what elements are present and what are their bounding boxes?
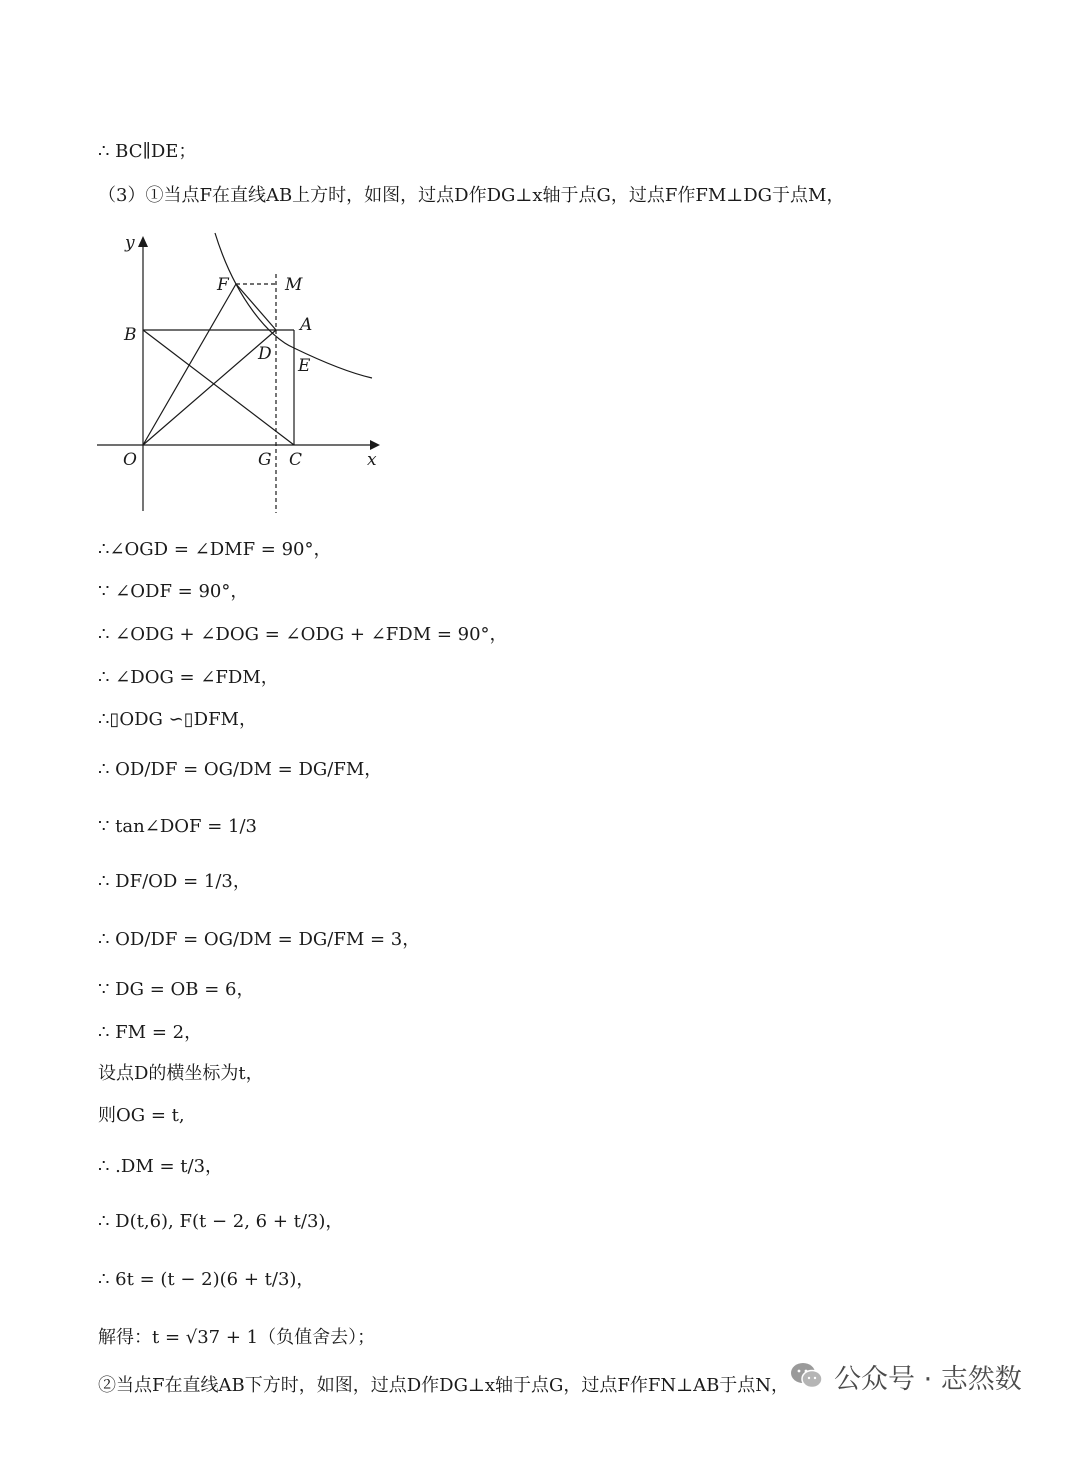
proof-line-2 xyxy=(98,184,844,208)
text: ∴▯ODG ∽▯DFM， xyxy=(98,709,257,730)
proof-line-3 xyxy=(98,538,332,562)
label-B: B xyxy=(124,325,137,345)
label-D: D xyxy=(258,344,272,364)
proof-line-20 xyxy=(98,1374,789,1398)
proof-line-5 xyxy=(98,623,508,647)
proof-line-4 xyxy=(98,580,248,604)
text: 解得：t = √37 + 1（负值舍去）； xyxy=(98,1327,376,1348)
text: （3）①当点F在直线AB上方时，如图，过点D作DG⊥x轴于点G，过点F作FM⊥DG于点M， xyxy=(98,185,845,206)
proof-line-16 xyxy=(98,1155,223,1179)
proof-line-18 xyxy=(98,1268,314,1292)
wechat-logo-icon xyxy=(790,1361,824,1391)
proof-line-17 xyxy=(98,1210,343,1234)
proof-line-15 xyxy=(98,1104,185,1128)
label-M: M xyxy=(285,275,303,295)
y-axis-arrow xyxy=(138,236,148,247)
text: ∴ FM = 2， xyxy=(98,1022,203,1043)
proof-line-10 xyxy=(98,870,251,894)
text: ②当点F在直线AB下方时，如图，过点D作DG⊥x轴于点G，过点F作FN⊥AB于点N， xyxy=(98,1375,790,1396)
proof-line-9 xyxy=(98,815,257,839)
watermark-text: 公众号 · 志然数 xyxy=(834,1363,1022,1395)
text: ∴ ∠DOG = ∠FDM， xyxy=(98,667,279,688)
proof-line-6 xyxy=(98,666,279,690)
text: ∴ 6t = (t − 2)(6 + t/3)， xyxy=(98,1269,315,1290)
segment-FD xyxy=(236,284,276,330)
text: ∴∠OGD = ∠DMF = 90°， xyxy=(98,539,332,560)
text: ∴ BC∥DE； xyxy=(98,141,197,162)
segment-OF xyxy=(143,284,236,445)
label-x: x xyxy=(367,450,377,470)
text: ∴ .DM = t/3， xyxy=(98,1156,224,1177)
label-G: G xyxy=(258,450,272,470)
proof-line-11 xyxy=(98,928,420,952)
label-O: O xyxy=(123,450,137,470)
segment-OD xyxy=(143,330,276,445)
text: ∴ OD/DF = OG/DM = DG/FM， xyxy=(98,759,383,780)
proof-line-1 xyxy=(98,140,196,164)
text: ∴ ∠ODG + ∠DOG = ∠ODG + ∠FDM = 90°， xyxy=(98,624,508,645)
proof-line-7 xyxy=(98,708,257,732)
text: ∵ DG = OB = 6， xyxy=(98,979,255,1000)
text: ∵ tan∠DOF = 1/3 xyxy=(98,816,257,837)
label-C: C xyxy=(289,450,303,470)
text: 则OG = t, xyxy=(98,1105,185,1126)
proof-line-14 xyxy=(98,1062,264,1086)
text: ∴ OD/DF = OG/DM = DG/FM = 3， xyxy=(98,929,421,950)
proof-line-8 xyxy=(98,758,382,782)
text: 设点D的横坐标为t， xyxy=(98,1063,264,1084)
label-A: A xyxy=(300,315,313,335)
text: ∴ D(t,6), F(t − 2, 6 + t/3)， xyxy=(98,1211,344,1232)
geometry-figure xyxy=(95,228,385,513)
x-axis-arrow xyxy=(370,440,380,450)
proof-line-19 xyxy=(98,1326,375,1350)
text: ∵ ∠ODF = 90°， xyxy=(98,581,249,602)
proof-line-13 xyxy=(98,1021,202,1045)
label-y: y xyxy=(125,233,135,253)
text: ∴ DF/OD = 1/3， xyxy=(98,871,251,892)
proof-line-12 xyxy=(98,978,254,1002)
watermark xyxy=(790,1356,1022,1396)
label-E: E xyxy=(298,356,311,376)
label-F: F xyxy=(217,275,229,295)
